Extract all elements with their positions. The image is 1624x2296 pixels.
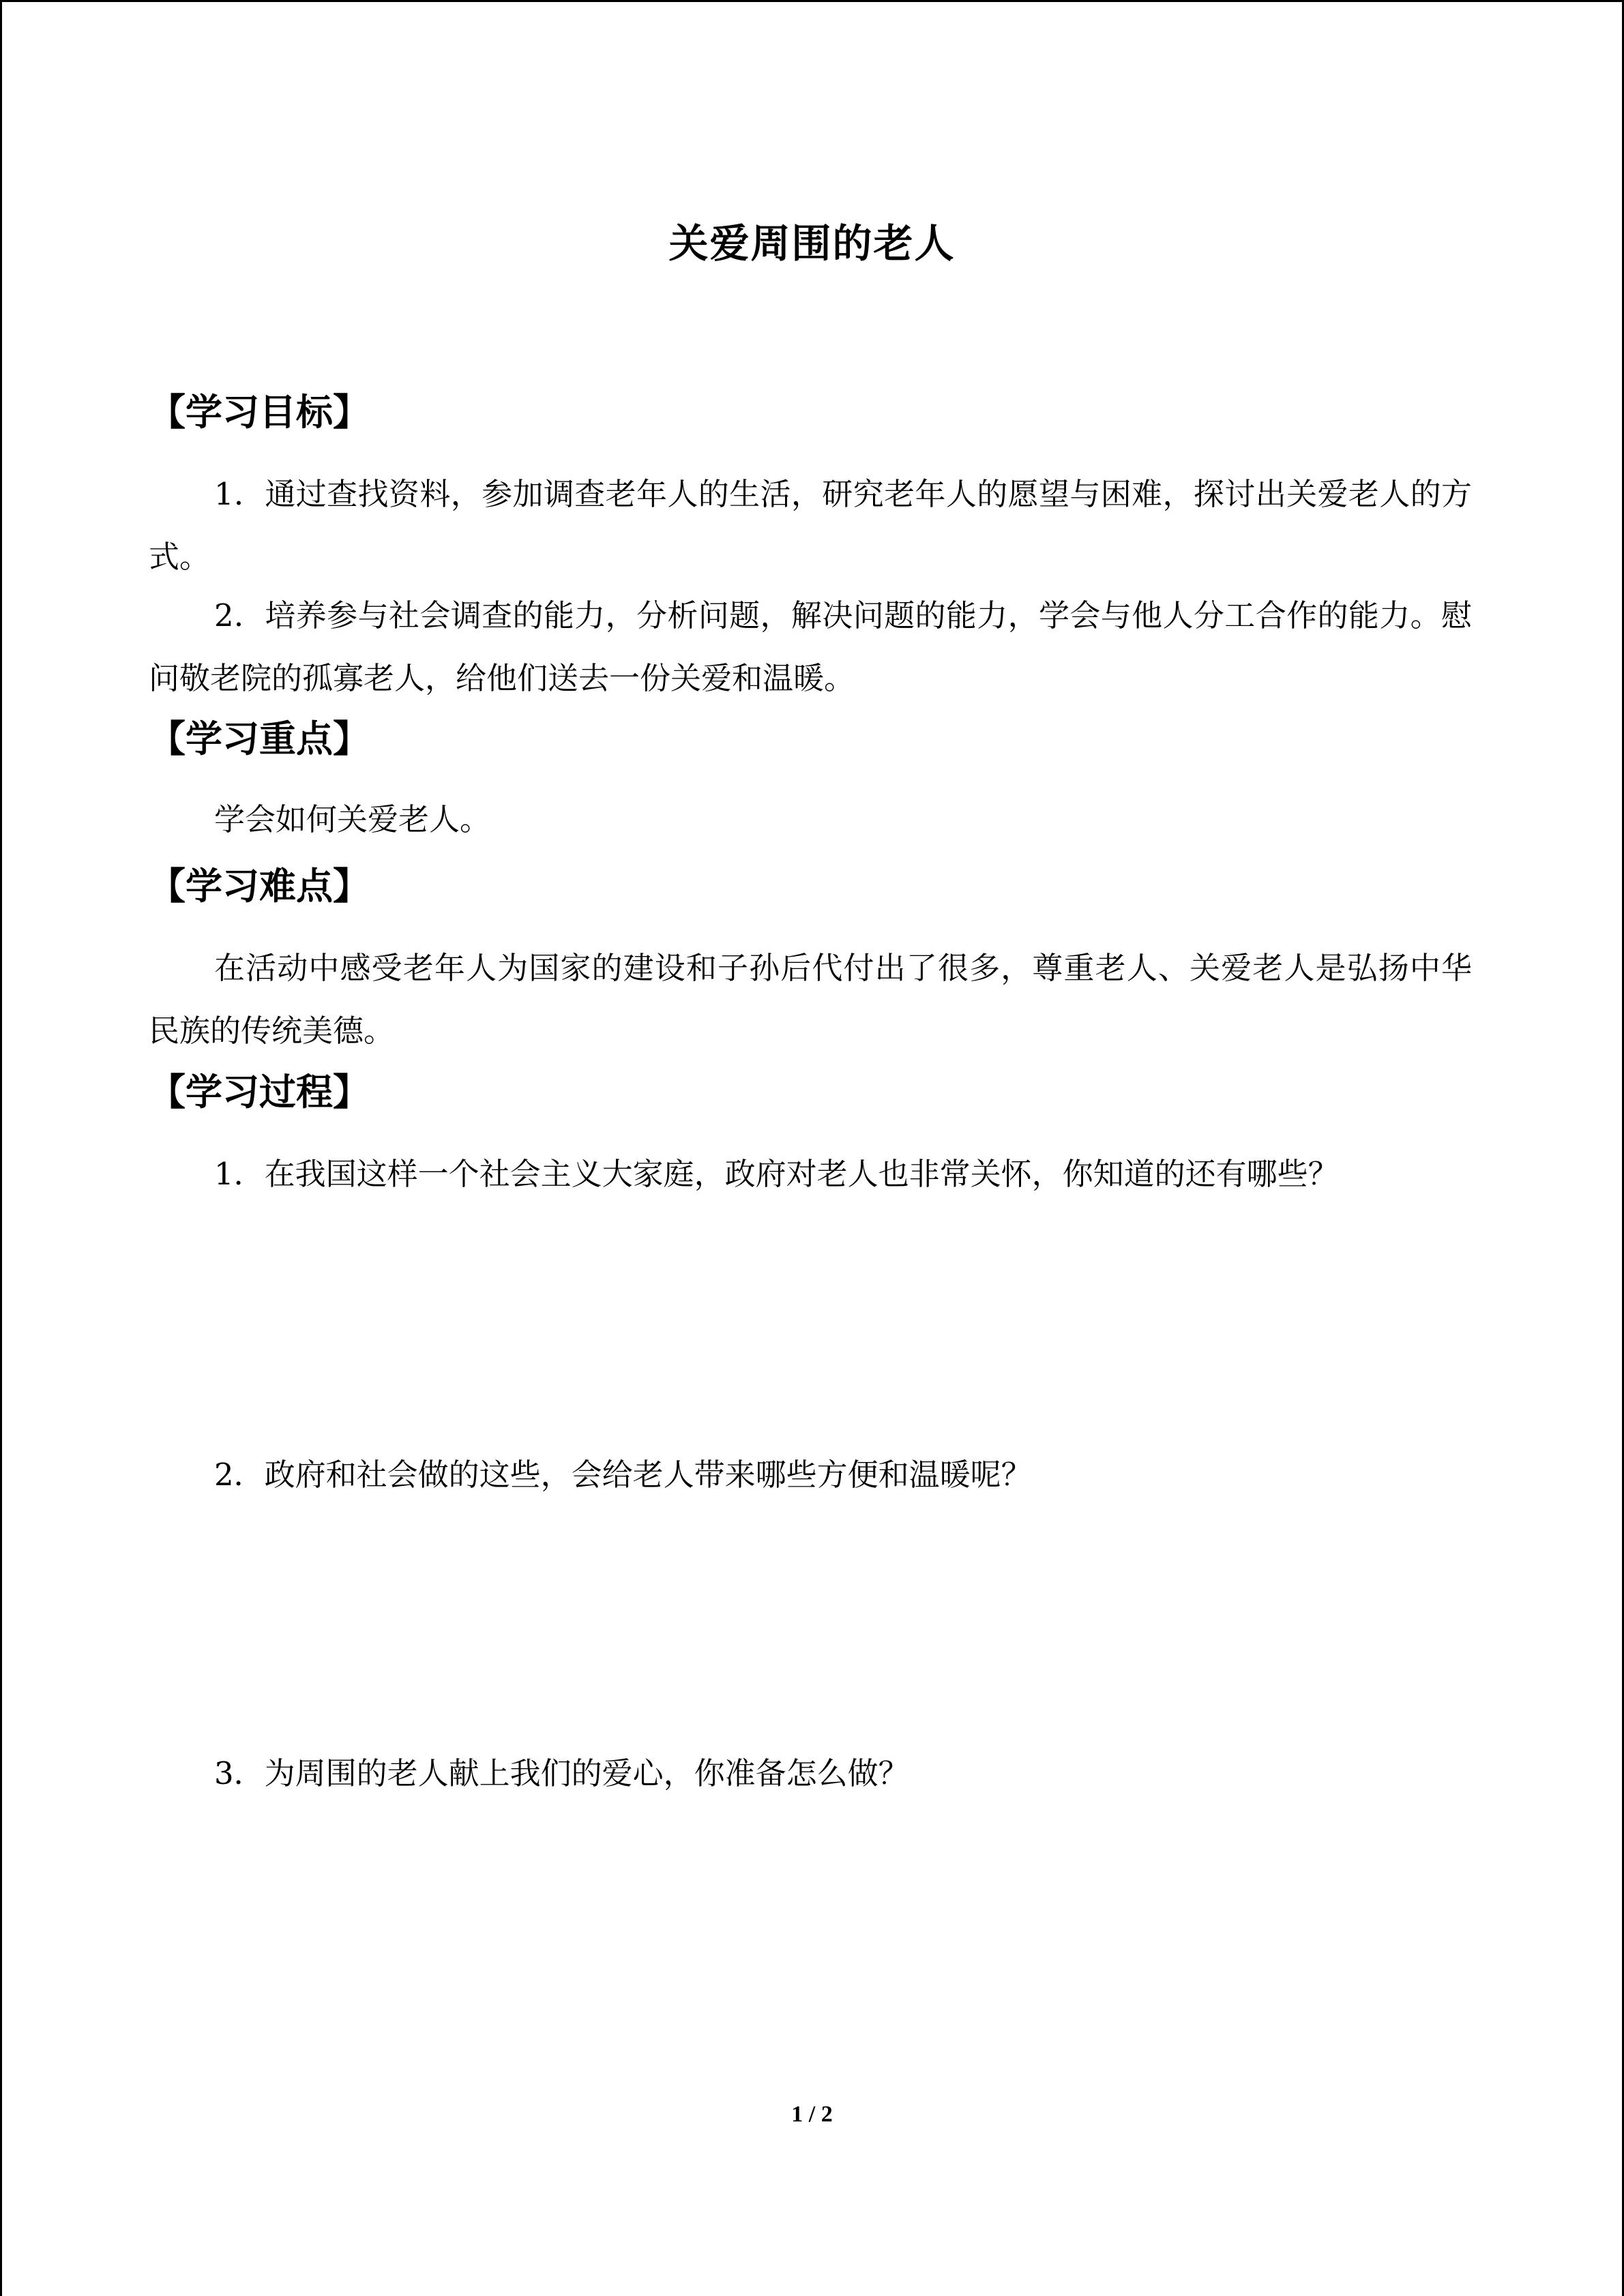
section-heading-difficulties: 【学习难点】	[149, 865, 370, 908]
objective-paragraph-2: 2．培养参与社会调查的能力，分析问题，解决问题的能力，学会与他人分工合作的能力。慰问敬老院的孤寡老人，给他们送去一份关爱和温暖。	[149, 597, 1472, 696]
document-title: 关爱周围的老人	[668, 220, 956, 267]
process-question-3: 3．为周围的老人献上我们的爱心，你准备怎么做？	[214, 1755, 909, 1791]
section-heading-key-points: 【学习重点】	[149, 717, 370, 760]
key-point-paragraph: 学会如何关爱老人。	[214, 801, 491, 837]
difficulty-paragraph: 在活动中感受老年人为国家的建设和子孙后代付出了很多，尊重老人、关爱老人是弘扬中华民族的传统美德。	[149, 950, 1472, 1049]
section-heading-process: 【学习过程】	[149, 1071, 370, 1114]
page-number: 1 / 2	[791, 2102, 833, 2127]
objective-paragraph-1: 1．通过查找资料，参加调查老年人的生活，研究老年人的愿望与困难，探讨出关爱老人的方式。	[149, 476, 1472, 575]
section-heading-objectives: 【学习目标】	[149, 391, 370, 434]
process-question-2: 2．政府和社会做的这些，会给老人带来哪些方便和温暖呢？	[214, 1457, 1032, 1493]
process-question-1: 1．在我国这样一个社会主义大家庭，政府对老人也非常关怀，你知道的还有哪些？	[214, 1156, 1339, 1192]
